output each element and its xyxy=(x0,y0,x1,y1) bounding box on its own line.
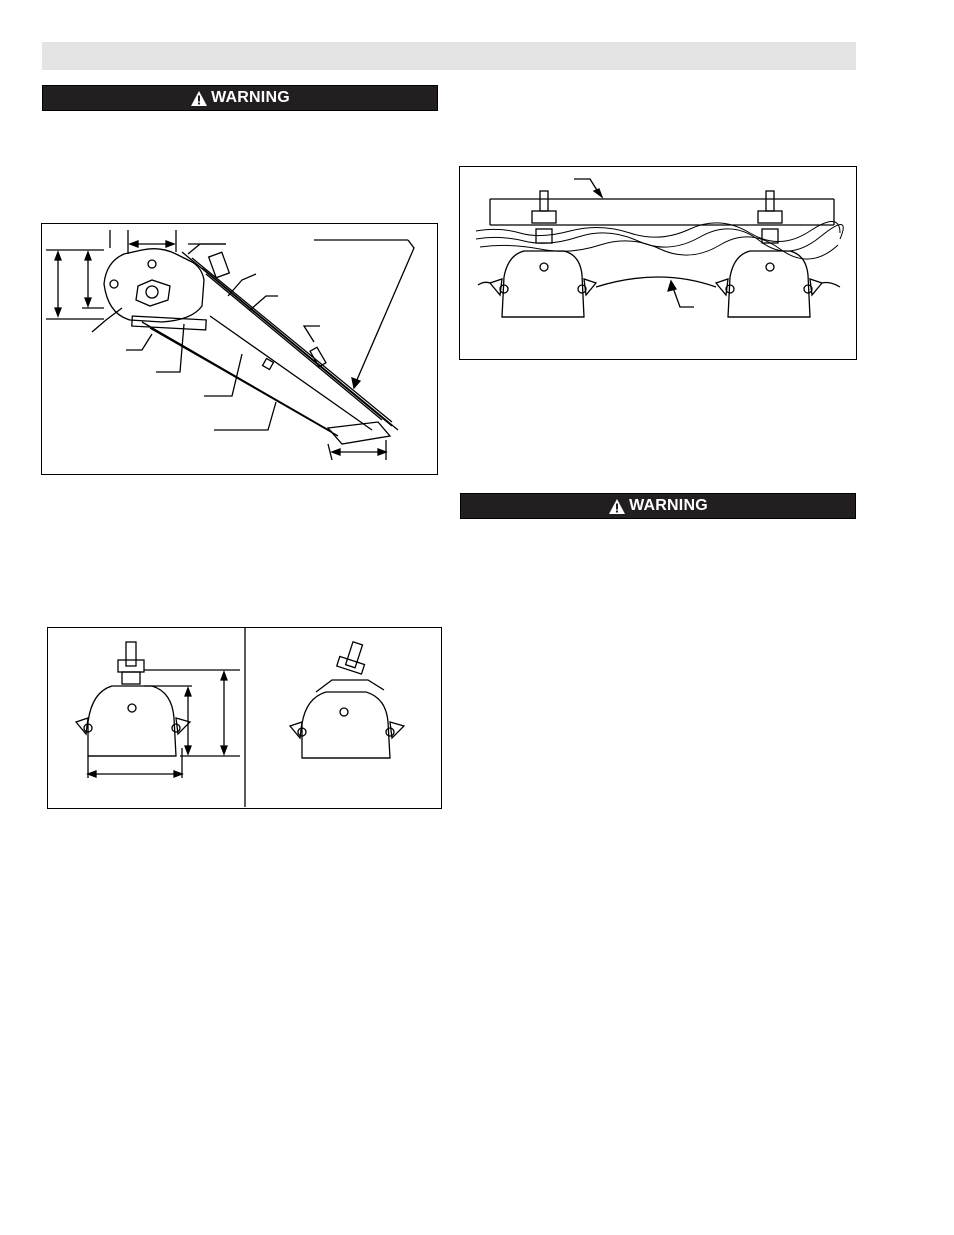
warning-label: WARNING xyxy=(211,89,290,106)
section-header-bar xyxy=(42,42,856,70)
trolley-assembly-drawing xyxy=(42,224,436,473)
figure-trolleys-on-beam xyxy=(459,166,857,360)
warning-triangle-icon xyxy=(190,90,208,107)
figure-trolley-assembly xyxy=(41,223,438,475)
warning-triangle-icon xyxy=(608,498,626,515)
trolleys-on-beam-drawing xyxy=(460,167,855,358)
trolley-front-views-drawing xyxy=(48,628,440,807)
warning-banner xyxy=(42,85,438,111)
figure-trolley-front-views xyxy=(47,627,442,809)
warning-banner xyxy=(460,493,856,519)
warning-label: WARNING xyxy=(629,497,708,514)
